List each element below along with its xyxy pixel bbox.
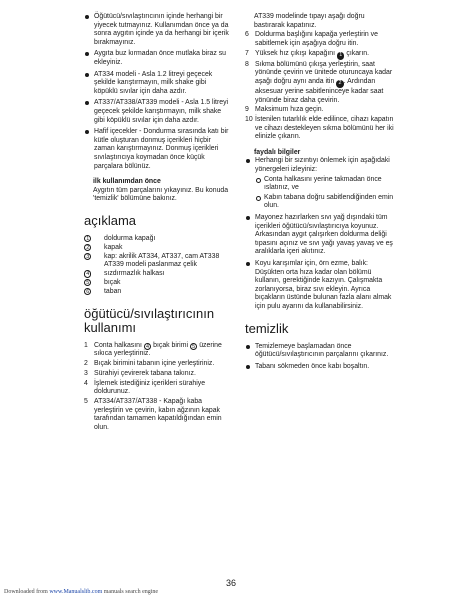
step-item: 3 Sürahiyi çevirerek tabana takınız. xyxy=(84,369,196,377)
tips-list xyxy=(245,157,397,311)
step-item: 6 Doldurma başlığını kapağa yerleştirin ve sabitlemek için aşağıya doğru itin. xyxy=(245,31,378,47)
number-2-icon: 2 xyxy=(84,244,91,251)
first-use-heading: ilk kullanımdan önce xyxy=(93,178,161,186)
number-3-icon: 3 xyxy=(84,253,91,260)
step-item: 4 İşlemek istediğiniz içerikleri sürahiye doldurunuz. xyxy=(84,379,206,396)
left-column xyxy=(84,13,230,434)
number-4-icon: 4 xyxy=(84,270,91,277)
list-item: Aygıta buz kırmadan önce mutlaka biraz su ekleyiniz. xyxy=(84,50,230,67)
right-column xyxy=(245,13,397,374)
usage-steps-continued xyxy=(245,31,397,142)
usage-steps xyxy=(84,342,230,433)
legend-item: 5 bıçak xyxy=(84,279,230,288)
legend-item: 1 doldurma kapağı xyxy=(84,235,230,244)
cleaning-list xyxy=(245,343,397,372)
number-4-icon: 4 xyxy=(144,343,151,350)
step-continuation: AT339 modelinde tıpayı aşağı doğru bastırarak kapatınız. xyxy=(254,13,365,29)
list-item: Koyu karışımlar için, örn ezme, balık: Düşükten orta hıza kadar olan bölümü kullanın, gerektiğinde kazıyın. Çalışmakta zorlanıyorsa, biraz sıvı ekleyin. Ayrıca bıçakların üstünde bulunan fazla alanı almak için pulu ayarını da kullanabilirsiniz. xyxy=(245,260,397,312)
cleaning-heading: temizlik xyxy=(245,320,289,336)
number-1-icon: 1 xyxy=(84,235,91,242)
step-item: 2 Bıçak birimini tabanın içine yerleştiriniz. xyxy=(84,360,215,368)
step-item: 8 Sıkma bölümünü çıkışa yerleştirin, saat yönünde çevirin ve ünitede oturuncaya kadar aşağı doğru aynı anda itin 2 . Ardından aksesuar yerine sabitleninceye kadar saat yönünde biraz daha çevirin. xyxy=(245,60,393,104)
list-item: Kabın tabana doğru sabitlendiğinden emin olun. xyxy=(255,194,397,211)
footer: Downloaded from www.Manualslib.com manuals search engine xyxy=(4,589,159,595)
step-item: 5 AT334/AT337/AT338 - Kapağı kaba yerleştirin ve çevirin, kabın ağzının kapak tarafından tamamen kapatıldığından emin olun. xyxy=(84,398,222,431)
list-item: Tabanı sökmeden önce kabı boşaltın. xyxy=(245,363,397,372)
footer-link[interactable]: www.Manualslib.com xyxy=(49,589,103,595)
legend-heading: açıklama xyxy=(84,212,137,228)
step-item: 1 Conta halkasını 4 bıçak birimi 5 üzerine sıkıca yerleştiriniz. xyxy=(84,341,222,358)
list-item: Temizlemeye başlamadan önce öğütücü/sıvılaştırıcının parçalarını çıkarınız. xyxy=(245,343,397,360)
list-item: AT337/AT338/AT339 modeli - Asla 1.5 litreyi geçecek şekilde karıştırmayın, milk shake gibi köpüklü sıvılar için daha azdır. xyxy=(84,99,230,125)
list-item: Conta halkasını yerine takmadan önce ıslatınız, ve xyxy=(255,176,397,193)
step-item: 9 Maksimum hıza geçin. xyxy=(245,106,324,114)
tips-heading: faydalı bilgiler xyxy=(254,148,301,156)
list-item: Hafif içecekler - Dondurma sırasında katı bir kütle oluşturan donmuş içerikleri hiçbir zaman karıştırmayınız. Donmuş içerikleri sıvılaştırıcıya koymadan önce küçük parçalara bölünüz. xyxy=(84,128,230,171)
step-item: 7 Yüksek hız çıkışı kapağını 1 çıkarın. xyxy=(245,49,369,59)
legend-item: 4 sızdırmazlık halkası xyxy=(84,270,230,279)
number-6-icon: 6 xyxy=(84,288,91,295)
usage-heading: öğütücü/sıvılaştırıcının kullanımı xyxy=(84,305,215,335)
first-use-text: Aygıtın tüm parçalarını yıkayınız. Bu konuda 'temizlik' bölümüne bakınız. xyxy=(93,186,229,203)
legend-list xyxy=(84,235,230,297)
number-5-icon: 5 xyxy=(190,343,197,350)
number-2-icon: 2 xyxy=(336,80,344,88)
tips-sublist xyxy=(255,176,397,211)
step-item: 10 İstenilen tutarlılık elde edilince, cihazı kapatın ve cihazı destekleyen sıkma bölümünü her iki elinizle çıkarın. xyxy=(245,116,394,141)
list-item: Herhangi bir sızıntıyı önlemek için aşağıdaki yönergeleri izleyiniz: Conta halkasını yerine takmadan önce ıslatınız, ve Kabın tabana doğru sabitlendiğinden emin olun. xyxy=(245,157,397,211)
number-1-icon: 1 xyxy=(337,52,345,60)
list-item: Mayonez hazırlarken sıvı yağ dışındaki tüm içerikleri öğütücü/sıvılaştırıcıya koyunuz. Arkasından aygıt çalışırken doldurma deliği tıpasını açınız ve sıvı yağı yavaş yavaş ve eş aralıklarla içeri akıtınız. xyxy=(245,214,397,257)
list-item: Öğütücü/sıvılaştırıcının içinde herhangi bir yiyecek tutmayınız. Kullanımdan önce ya da sonra aygıtın içinde ya da herhangi bir içerik bırakmayınız. xyxy=(84,13,230,47)
legend-item: 6 taban xyxy=(84,288,230,297)
page-number: 36 xyxy=(226,578,237,588)
number-5-icon: 5 xyxy=(84,279,91,286)
legend-item: 3 kap: akrilik AT334, AT337, cam AT338 AT339 modeli paslanmaz çelik xyxy=(84,253,230,270)
warnings-list xyxy=(84,13,230,171)
legend-item: 2 kapak xyxy=(84,244,230,253)
list-item: AT334 modeli - Asla 1.2 litreyi geçecek şekilde karıştırmayın, milk shake gibi köpüklü sıvılar için daha azdır. xyxy=(84,71,230,97)
